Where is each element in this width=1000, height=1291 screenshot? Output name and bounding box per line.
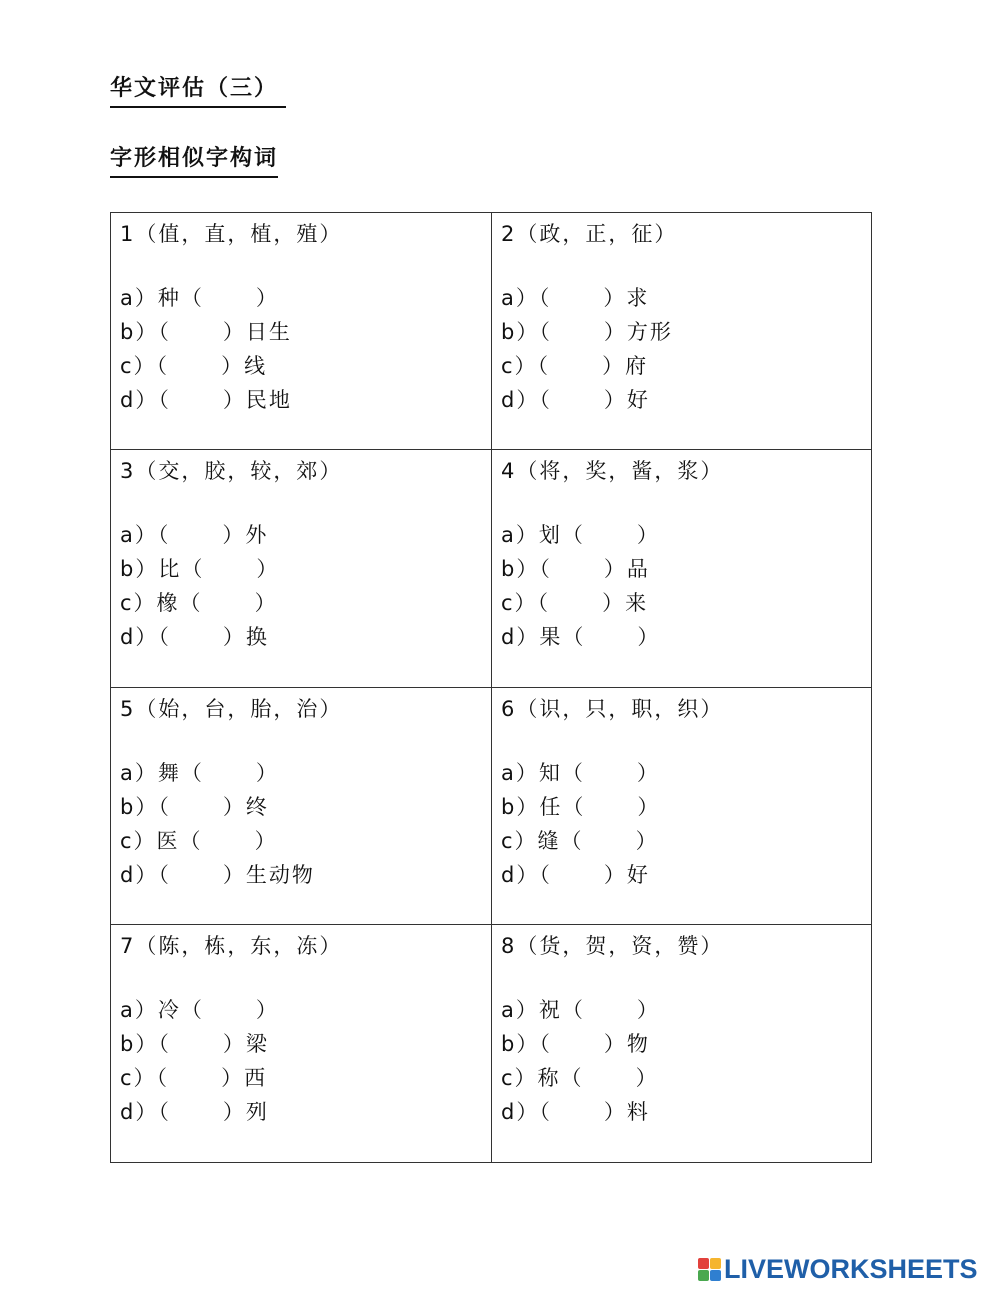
exercise-cell-7 — [111, 925, 492, 1162]
exercise-cell-3 — [111, 450, 492, 687]
logo-block — [698, 1270, 709, 1281]
exercise-item: a）舞（ ） — [120, 760, 279, 785]
exercise-item: a）祝（ ） — [501, 997, 660, 1022]
exercise-heading: 3（交，胶，较，郊） — [120, 459, 343, 484]
exercise-item: d）（ ）列 — [120, 1099, 269, 1124]
exercise-item: b）（ ）物 — [501, 1031, 650, 1056]
exercise-cell-5 — [111, 688, 492, 925]
exercise-item: d）（ ）料 — [501, 1099, 650, 1124]
exercise-item: c）（ ）府 — [501, 354, 649, 378]
exercise-item: a）（ ）外 — [120, 523, 269, 548]
exercise-item: c）称（ ） — [501, 1065, 659, 1090]
exercise-cell-1 — [111, 213, 492, 450]
exercise-item: c）缝（ ） — [501, 828, 659, 853]
worksheet-title: 华文评估（三） — [110, 74, 286, 108]
exercise-item: d）（ ）好 — [501, 862, 650, 887]
logo-block — [710, 1258, 721, 1269]
logo-block — [710, 1270, 721, 1281]
exercise-item: b）（ ）方形 — [501, 320, 673, 344]
exercise-item: c）（ ）西 — [120, 1065, 268, 1090]
logo-block — [698, 1258, 709, 1269]
exercise-heading: 6（识，只，职，织） — [501, 696, 724, 721]
exercise-item: a）知（ ） — [501, 760, 660, 785]
exercise-item: b）（ ）品 — [501, 557, 650, 582]
exercise-item: b）（ ）日生 — [120, 320, 292, 344]
exercise-heading: 5（始，台，胎，治） — [120, 696, 343, 721]
exercise-item: c）（ ）来 — [501, 591, 649, 616]
liveworksheets-logo — [698, 1254, 978, 1285]
exercise-heading: 2（政，正，征） — [501, 222, 678, 246]
exercise-item: b）（ ）终 — [120, 794, 269, 819]
exercise-heading: 1（值，直，植，殖） — [120, 222, 343, 246]
exercise-cell-6 — [492, 688, 872, 925]
exercise-heading: 4（将，奖，酱，浆） — [501, 459, 724, 484]
exercise-item: d）（ ）生动物 — [120, 862, 315, 887]
exercise-item: d）（ ）好 — [501, 388, 650, 412]
exercise-cell-4 — [492, 450, 872, 687]
exercise-item: a）划（ ） — [501, 523, 660, 548]
exercise-item: c）（ ）线 — [120, 354, 268, 378]
exercise-item: d）果（ ） — [501, 625, 661, 650]
exercise-heading: 8（货，贺，资，赞） — [501, 933, 724, 958]
logo-text: LIVEWORKSHEETS — [724, 1254, 978, 1284]
exercise-item: d）（ ）民地 — [120, 388, 292, 412]
exercise-table — [110, 212, 872, 1163]
exercise-item: a）（ ）求 — [501, 286, 650, 310]
exercise-cell-2 — [492, 213, 872, 450]
exercise-item: b）任（ ） — [501, 794, 661, 819]
exercise-heading: 7（陈，栋，东，冻） — [120, 933, 343, 958]
exercise-item: c）医（ ） — [120, 828, 278, 853]
exercise-item: d）（ ）换 — [120, 625, 269, 650]
exercise-item: a）种（ ） — [120, 286, 279, 310]
exercise-item: a）冷（ ） — [120, 997, 279, 1022]
logo-blocks-icon — [698, 1258, 721, 1281]
exercise-item: c）橡（ ） — [120, 591, 278, 616]
exercise-item: b）比（ ） — [120, 557, 280, 582]
exercise-cell-8 — [492, 925, 872, 1162]
section-title: 字形相似字构词 — [110, 144, 278, 178]
exercise-item: b）（ ）梁 — [120, 1031, 269, 1056]
